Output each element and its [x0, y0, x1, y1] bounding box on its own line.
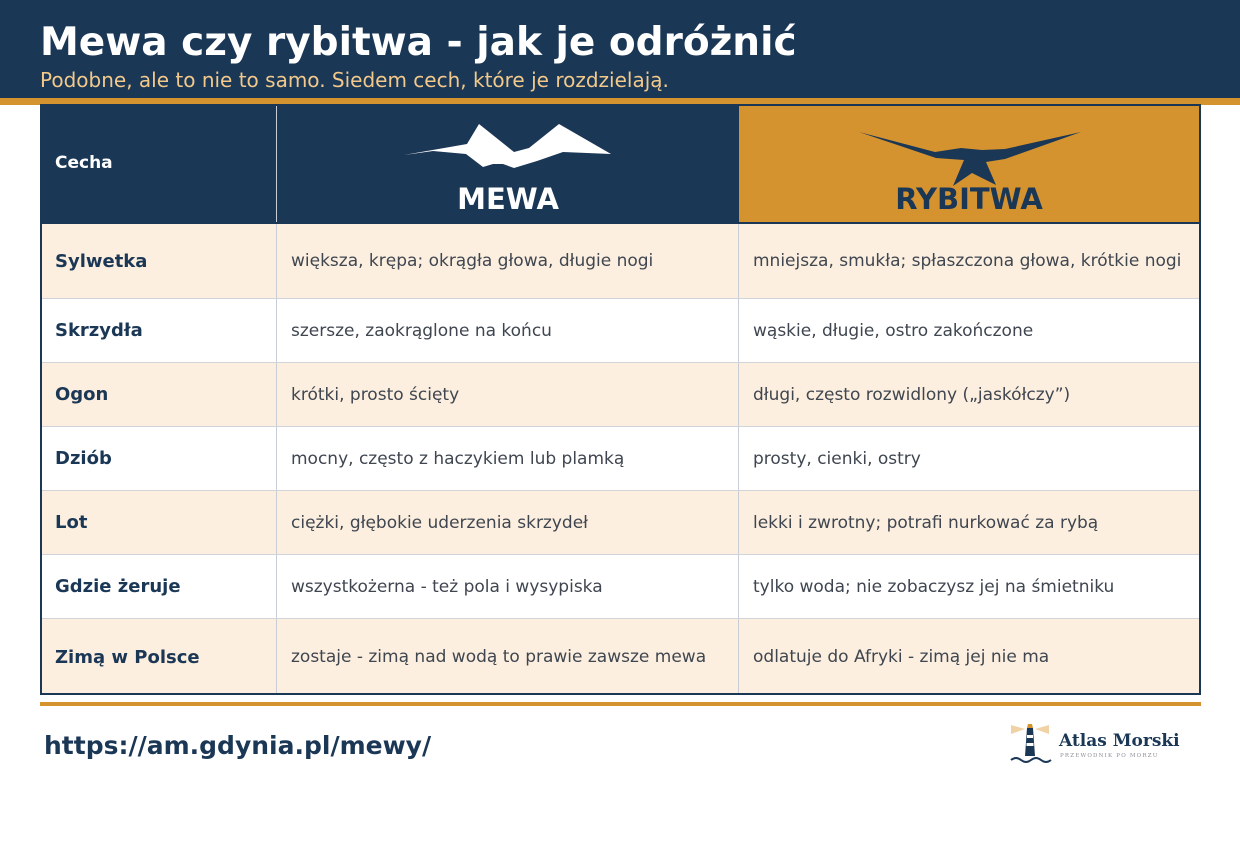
table-row [42, 619, 1199, 695]
table-row [42, 555, 1199, 619]
rybitwa-cell: odlatuje do Afryki - zimą jej nie ma [753, 647, 1050, 667]
feature-cell: Dziób [42, 427, 277, 490]
mewa-cell: ciężki, głębokie uderzenia skrzydeł [277, 491, 739, 554]
comparison-table [40, 104, 1201, 695]
feature-cell: Sylwetka [42, 224, 277, 298]
mewa-cell: wszystkożerna - też pola i wysypiska [277, 555, 739, 618]
table-row [42, 224, 1199, 299]
feature-cell: Lot [42, 491, 277, 554]
lighthouse-logo-icon [1008, 722, 1054, 768]
source-url-link[interactable]: https://am.gdynia.pl/mewy/ [44, 731, 432, 760]
rybitwa-cell: lekki i zwrotny; potrafi nurkować za rybą [753, 512, 1099, 533]
logo-tagline: PRZEWODNIK PO MORZU [1060, 753, 1159, 759]
page-title: Mewa czy rybitwa - jak je odróżnić [40, 20, 797, 65]
header-rybitwa-label: RYBITWA [895, 182, 1043, 216]
header-mewa-label: MEWA [457, 182, 559, 216]
mewa-cell: mocny, często z haczykiem lub plamką [277, 427, 739, 490]
table-row [42, 427, 1199, 491]
mewa-cell: zostaje - zimą nad wodą to prawie zawsze mewa [277, 619, 739, 695]
mewa-cell: większa, krępa; okrągła głowa, długie nogi [277, 224, 739, 298]
feature-cell: Zimą w Polsce [42, 619, 277, 695]
rybitwa-cell: długi, często rozwidlony („jaskółczy”) [753, 384, 1071, 405]
rybitwa-cell: prosty, cienki, ostry [753, 448, 921, 469]
rybitwa-cell: mniejsza, smukła; spłaszczona głowa, krótkie nogi [753, 251, 1182, 271]
footer-divider [40, 702, 1201, 706]
table-header-row [42, 106, 1199, 224]
mewa-cell: szersze, zaokrąglone na końcu [277, 299, 739, 362]
logo-name: Atlas Morski [1059, 731, 1180, 751]
table-row [42, 299, 1199, 363]
header-cell-feature [42, 106, 277, 222]
page-subtitle: Podobne, ale to nie to samo. Siedem cech, które je rozdzielają. [40, 68, 669, 92]
feature-cell: Ogon [42, 363, 277, 426]
rybitwa-cell: tylko woda; nie zobaczysz jej na śmietniku [753, 576, 1115, 597]
header-feature-label: Cecha [55, 153, 113, 173]
header-cell-mewa [277, 106, 739, 222]
table-row [42, 363, 1199, 427]
table-row [42, 491, 1199, 555]
atlas-morski-logo [1008, 722, 1178, 768]
mewa-cell: krótki, prosto ścięty [277, 363, 739, 426]
rybitwa-cell: wąskie, długie, ostro zakończone [753, 320, 1034, 341]
feature-cell: Gdzie żeruje [42, 555, 277, 618]
header-cell-rybitwa [739, 106, 1199, 222]
feature-cell: Skrzydła [42, 299, 277, 362]
